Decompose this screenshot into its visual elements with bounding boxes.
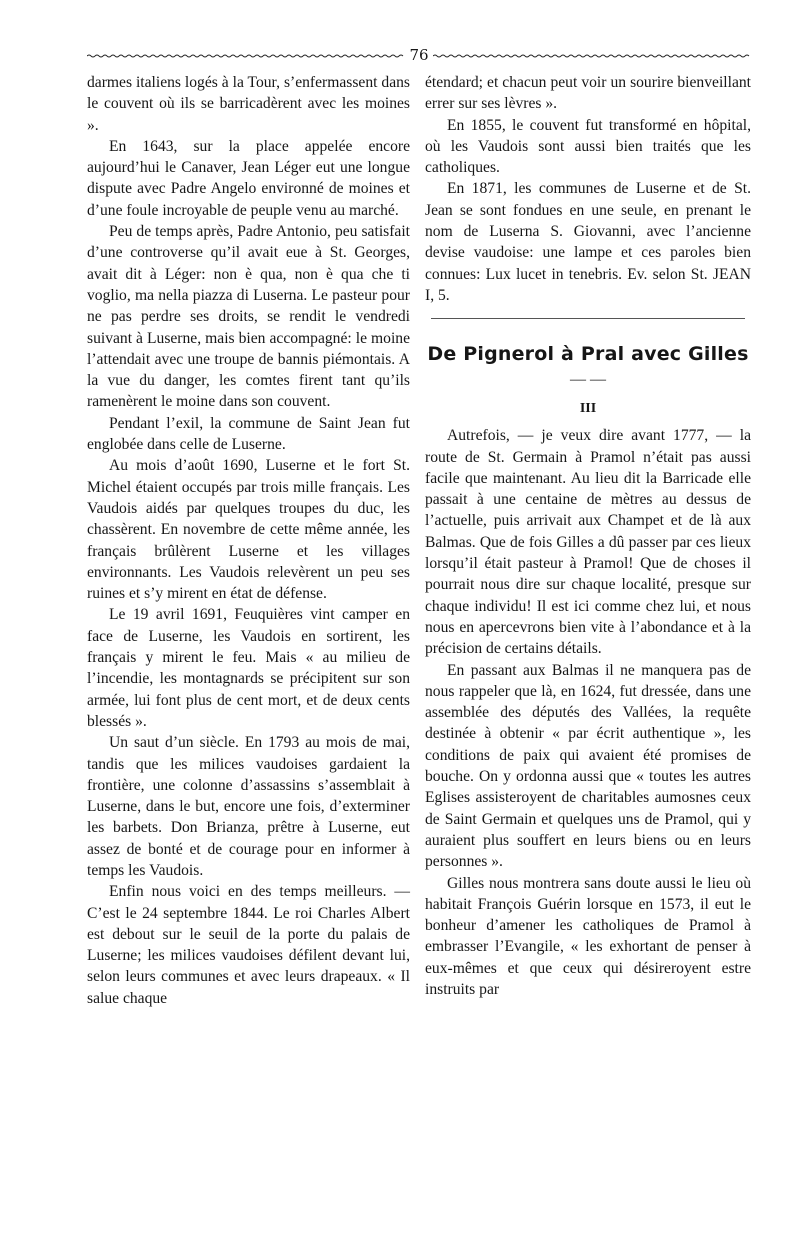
paragraph: En 1855, le couvent fut transformé en hôpital, où les Vaudois sont aussi bien traités que les catholiques. [425, 116, 751, 177]
article-title: De Pignerol à Pral avec Gilles [427, 343, 749, 366]
paragraph: étendard; et chacun peut voir un sourire bienveillant errer sur ses lèvres ». [425, 74, 751, 113]
wavy-rule-right [433, 54, 751, 58]
left-column [87, 72, 410, 1009]
section-divider [431, 318, 745, 319]
wavy-rule-left [87, 54, 405, 58]
paragraph: darmes italiens logés à la Tour, s’enfermassent dans le couvent où ils se barricadèrent avec les moines ». [87, 74, 410, 134]
page-header [87, 46, 751, 66]
paragraph: En 1871, les communes de Luserne et de St. Jean se sont fondues en une seule, en prenant le nom de Luserna S. Giovanni, avec l’ancienne devise vaudoise: une lampe et ces paroles bien connues: Lux lucet in tenebris. Ev. selon St. JEAN I, 5. [425, 180, 751, 304]
paragraph: Peu de temps après, Padre Antonio, peu satisfait d’une controverse qu’il avait eue à St. Georges, avait dit à Léger: non è qua, non è qua che ti voglio, ma nella piazza di Luserna. Le pasteur pour ne pas perdre ses droits, se rendit le vendredi suivant à Luserne, mais bien accompagné: le moine l’attendait avec une troupe de bannis piémontais. A la vue du danger, les comtes firent tant qu’ils ramenèrent le moine dans son couvent. [87, 223, 410, 411]
paragraph: Un saut d’un siècle. En 1793 au mois de mai, tandis que les milices vaudoises gardaient la frontière, une colonne d’assassins s’assemblait à Luserne, dans le but, encore une fois, d’exterminer les barbets. Don Brianza, prêtre à Luserne, eut assez de bonté et de courage pour en informer à temps les Vaudois. [87, 734, 410, 879]
title-dash: — — [570, 371, 606, 389]
paragraph: En passant aux Balmas il ne manquera pas de nous rappeler que là, en 1624, fut dressée, dans une assemblée des députés des Vallées, la requête destinée à obtenir « par écrit authentique », les conditions de paix qui avaient été promises de bouche. On y ordonna aussi que « toutes les autres Eglises assisteroyent de charitables aumosnes ceux de Saint Germain et quelques uns de Pramol, qui y auraient plus souffert en leurs biens ou en leurs personnes ». [425, 661, 751, 871]
paragraph: Gilles nous montrera sans doute aussi le lieu où habitait François Guérin lorsque en 1573, il eut le bonheur d’amener les catholiques de Pramol à embrasser l’Evangile, « les exhortant de penser à eux-mêmes et que ceux qui désireroyent estre instruits par [425, 874, 751, 998]
right-column [425, 72, 751, 1000]
paragraph: Pendant l’exil, la commune de Saint Jean fut englobée dans celle de Luserne. [87, 414, 410, 454]
paragraph: Au mois d’août 1690, Luserne et le fort St. Michel étaient occupés par trois mille français. Les Vaudois aidés par quelques troupes du duc, les chassèrent. En novembre de cette même année, les français brûlèrent Luserne et les villages environnants. Les Vaudois relevèrent un peu ses ruines et s’y mirent en état de défense. [87, 457, 410, 603]
section-number: III [579, 401, 597, 417]
paragraph: En 1643, sur la place appelée encore aujourd’hui le Canaver, Jean Léger eut une longue dispute avec Padre Angelo environné de moines et d’une foule incroyable de peuple venu au marché. [87, 137, 410, 219]
paragraph: Enfin nous voici en des temps meilleurs. — C’est le 24 septembre 1844. Le roi Charles Albert est debout sur le seuil de la porte du palais de Luserne; les milices vaudoises défilent devant lui, selon leurs communes et avec leurs drapeaux. « Il salue chaque [87, 883, 410, 1007]
page-number: 76 [409, 46, 429, 64]
paragraph: Le 19 avril 1691, Feuquières vint camper en face de Luserne, les Vaudois en sortirent, les français y mirent le feu. Mais « au milieu de l’incendie, les montagnards se précipitent sur son armée, lui font plus de cent mort, et de deux cents blessés ». [87, 606, 410, 730]
paragraph: Autrefois, — je veux dire avant 1777, — la route de St. Germain à Pramol n’était pas aussi facile que maintenant. Au lieu dit la Barricade elle passait à une centaine de mètres au dessus de l’actuelle, puis arrivait aux Champet et de là aux Balmas. Que de fois Gilles a dû passer par ces lieux lorsqu’il était pasteur à Pramol! Que de choses il pourrait nous dire sur chaque localité, presque sur chaque individu! Il est ici comme chez lui, et nous nous en apercevrons bien vite à l’abondance et à la précision de certains détails. [425, 427, 751, 658]
